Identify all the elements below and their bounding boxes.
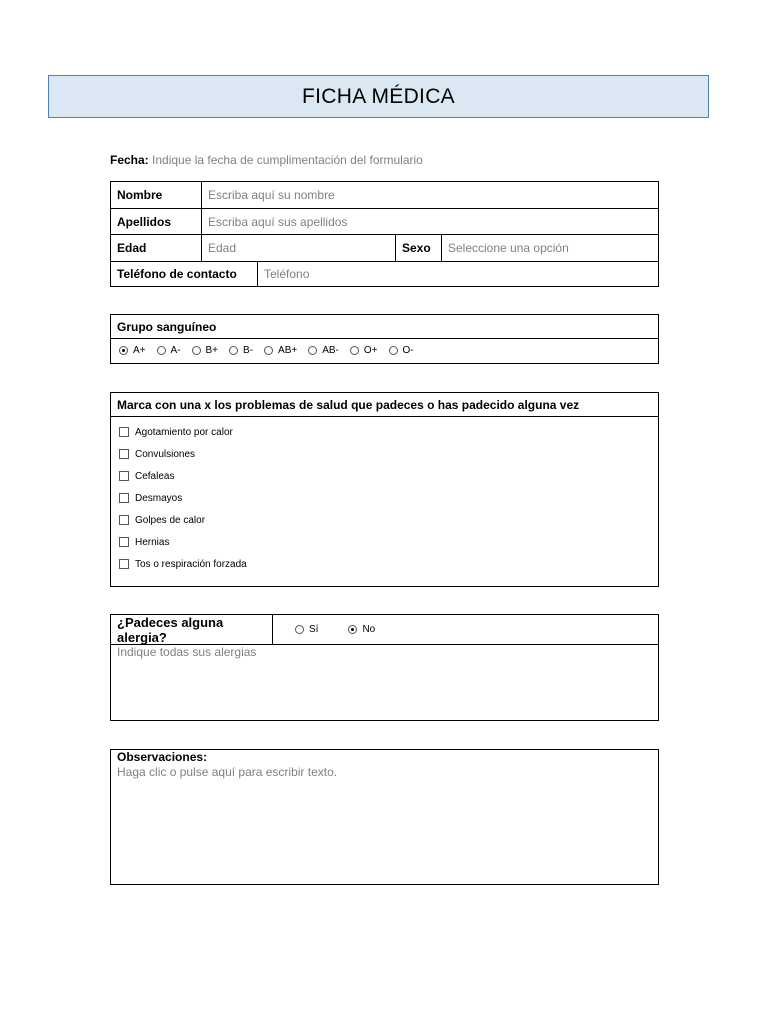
blood-group-option-label: B- <box>243 345 254 356</box>
allergy-options <box>272 615 658 644</box>
blood-group-option[interactable] <box>229 345 253 356</box>
health-problem-item[interactable] <box>119 553 658 575</box>
surname-input[interactable]: Escriba aquí sus apellidos <box>201 209 658 234</box>
health-problems-section <box>110 392 659 587</box>
checkbox-icon[interactable] <box>119 427 129 437</box>
blood-group-option[interactable] <box>308 345 339 356</box>
checkbox-icon[interactable] <box>119 559 129 569</box>
health-problem-item[interactable] <box>119 443 658 465</box>
date-field[interactable] <box>110 153 423 167</box>
allergy-no-option[interactable] <box>348 624 375 635</box>
radio-circle-icon[interactable] <box>389 346 398 355</box>
blood-group-option-label: AB- <box>322 345 339 356</box>
health-problem-label: Golpes de calor <box>135 514 206 526</box>
radio-circle-icon[interactable] <box>350 346 359 355</box>
checkbox-icon[interactable] <box>119 471 129 481</box>
radio-circle-icon[interactable] <box>308 346 317 355</box>
health-problem-label: Convulsiones <box>135 448 196 460</box>
name-label: Nombre <box>117 188 163 202</box>
health-problem-label: Desmayos <box>135 492 183 504</box>
radio-circle-icon[interactable] <box>348 625 357 634</box>
allergy-details-input[interactable]: Indique todas sus alergias <box>117 645 257 659</box>
blood-group-option[interactable] <box>264 345 297 356</box>
sex-select[interactable]: Seleccione una opción <box>441 235 658 261</box>
personal-data-table <box>110 181 659 287</box>
blood-group-option[interactable] <box>192 345 219 356</box>
blood-group-option-label: A+ <box>133 345 146 356</box>
blood-group-option-label: A- <box>170 345 181 356</box>
sex-label: Sexo <box>395 235 441 261</box>
checkbox-icon[interactable] <box>119 449 129 459</box>
blood-group-option[interactable] <box>157 345 181 356</box>
age-input[interactable]: Edad <box>201 235 395 261</box>
phone-label: Teléfono de contacto <box>117 267 237 281</box>
health-problem-item[interactable] <box>119 509 658 531</box>
blood-group-option[interactable] <box>119 345 146 356</box>
surname-row <box>111 209 658 235</box>
health-problem-label: Tos o respiración forzada <box>135 558 247 570</box>
blood-group-options <box>111 339 658 362</box>
checkbox-icon[interactable] <box>119 537 129 547</box>
blood-group-option[interactable] <box>350 345 378 356</box>
page-title-box <box>48 75 709 118</box>
phone-row <box>111 262 658 286</box>
health-problem-item[interactable] <box>119 465 658 487</box>
radio-circle-icon[interactable] <box>192 346 201 355</box>
checkbox-icon[interactable] <box>119 515 129 525</box>
allergy-yes-label: Sí <box>309 624 319 635</box>
radio-circle-icon[interactable] <box>229 346 238 355</box>
observations-input[interactable]: Haga clic o pulse aquí para escribir texto. <box>117 765 338 779</box>
radio-circle-icon[interactable] <box>119 346 128 355</box>
health-problem-item[interactable] <box>119 487 658 509</box>
health-problem-label: Hernias <box>135 536 170 548</box>
surname-label: Apellidos <box>117 214 172 229</box>
allergy-question: ¿Padeces alguna alergia? <box>117 614 224 645</box>
blood-group-option-label: AB+ <box>278 345 298 356</box>
name-row <box>111 182 658 209</box>
page-title: FICHA MÉDICA <box>302 84 455 108</box>
health-problems-header: Marca con una x los problemas de salud que padeces o has padecido alguna vez <box>111 393 658 417</box>
observations-label: Observaciones: <box>117 750 208 764</box>
blood-group-option-label: O- <box>402 345 414 356</box>
radio-circle-icon[interactable] <box>264 346 273 355</box>
radio-circle-icon[interactable] <box>295 625 304 634</box>
blood-group-section <box>110 314 659 364</box>
blood-group-header: Grupo sanguíneo <box>111 315 658 339</box>
age-label: Edad <box>117 241 147 255</box>
allergy-no-label: No <box>362 624 376 635</box>
checkbox-icon[interactable] <box>119 493 129 503</box>
date-label: Fecha: <box>110 153 149 167</box>
age-sex-row <box>111 235 658 262</box>
phone-input[interactable]: Teléfono <box>257 262 658 286</box>
date-input[interactable]: Indique la fecha de cumplimentación del formulario <box>152 153 423 167</box>
radio-circle-icon[interactable] <box>157 346 166 355</box>
health-problems-list <box>111 417 658 575</box>
allergy-question-row <box>111 615 658 645</box>
allergy-yes-option[interactable] <box>295 624 318 635</box>
observations-section <box>110 749 659 885</box>
health-problem-label: Cefaleas <box>135 470 175 482</box>
blood-group-option-label: O+ <box>363 345 378 356</box>
blood-group-option-label: B+ <box>205 345 219 356</box>
name-input[interactable]: Escriba aquí su nombre <box>201 182 658 208</box>
allergy-section <box>110 614 659 721</box>
health-problem-label: Agotamiento por calor <box>135 426 233 438</box>
health-problem-item[interactable] <box>119 531 658 553</box>
blood-group-option[interactable] <box>389 345 414 356</box>
health-problem-item[interactable] <box>119 421 658 443</box>
